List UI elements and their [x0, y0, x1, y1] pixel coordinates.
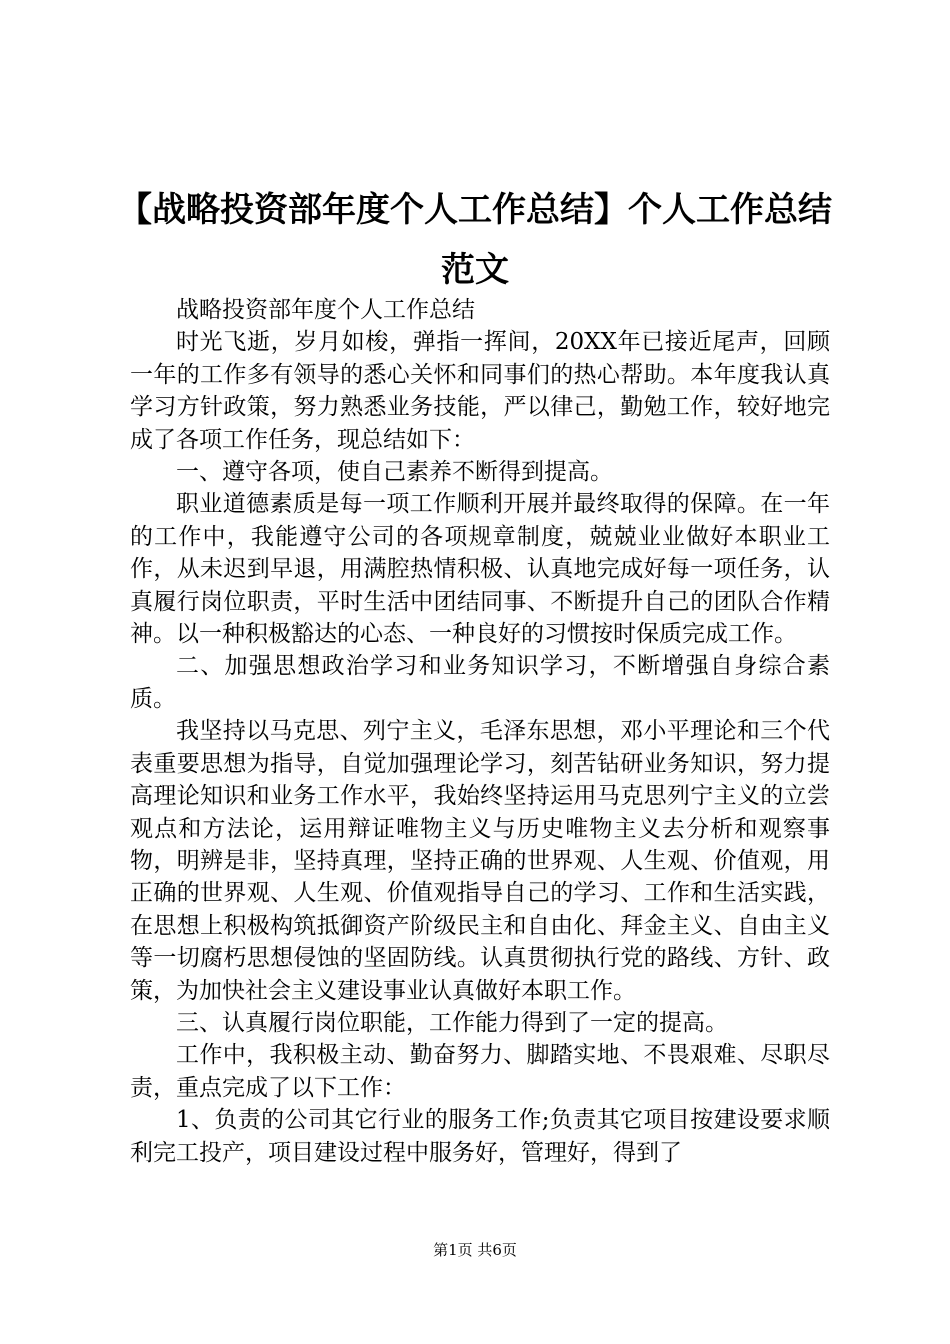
section-heading: 二、加强思想政治学习和业务知识学习，不断增强自身综合素质。 — [130, 653, 830, 712]
document-body — [130, 294, 830, 1169]
section-heading: 战略投资部年度个人工作总结 — [176, 297, 475, 323]
document-title: 【战略投资部年度个人工作总结】个人工作总结范文 — [118, 190, 832, 290]
body-paragraph: 1、负责的公司其它行业的服务工作;负责其它项目按建设要求顺利完工投产，项目建设过程中服务好，管理好，得到了 — [130, 1107, 830, 1166]
body-paragraph: 工作中，我积极主动、勤奋努力、脚踏实地、不畏艰难、尽职尽责，重点完成了以下工作： — [130, 1042, 830, 1101]
body-paragraph: 时光飞逝，岁月如梭，弹指一挥间，20XX年已接近尾声，回顾一年的工作多有领导的悉心关怀和同事们的热心帮助。本年度我认真学习方针政策，努力熟悉业务技能，严以律己，勤勉工作，较好地完成了各项工作任务，现总结如下： — [130, 329, 830, 453]
section-heading: 一、遵守各项，使自己素养不断得到提高。 — [176, 459, 613, 486]
section-heading: 三、认真履行岗位职能，工作能力得到了一定的提高。 — [176, 1009, 728, 1036]
body-paragraph: 职业道德素质是每一项工作顺利开展并最终取得的保障。在一年的工作中，我能遵守公司的各项规章制度，兢兢业业做好本职业工作，从未迟到早退，用满腔热情积极、认真地完成好每一项任务，认真履行岗位职责，平时生活中团结同事、不断提升自己的团队合作精神。以一种积极豁达的心态、一种良好的习惯按时保质完成工作。 — [130, 491, 830, 648]
page-number-footer: 第1页 共6页 — [433, 1241, 517, 1259]
body-paragraph: 我坚持以马克思、列宁主义，毛泽东思想，邓小平理论和三个代表重要思想为指导，自觉加强理论学习，刻苦钻研业务知识，努力提高理论知识和业务工作水平，我始终坚持运用马克思列宁主义的立尝观点和方法论，运用辩证唯物主义与历史唯物主义去分析和观察事物，明辨是非，坚持真理，坚持正确的世界观、人生观、价值观，用正确的世界观、人生观、价值观指导自己的学习、工作和生活实践，在思想上积极构筑抵御资产阶级民主和自由化、拜金主义、自由主义等一切腐朽思想侵蚀的坚固防线。认真贯彻执行党的路线、方针、政策，为加快社会主义建设事业认真做好本职工作。 — [130, 718, 830, 1004]
